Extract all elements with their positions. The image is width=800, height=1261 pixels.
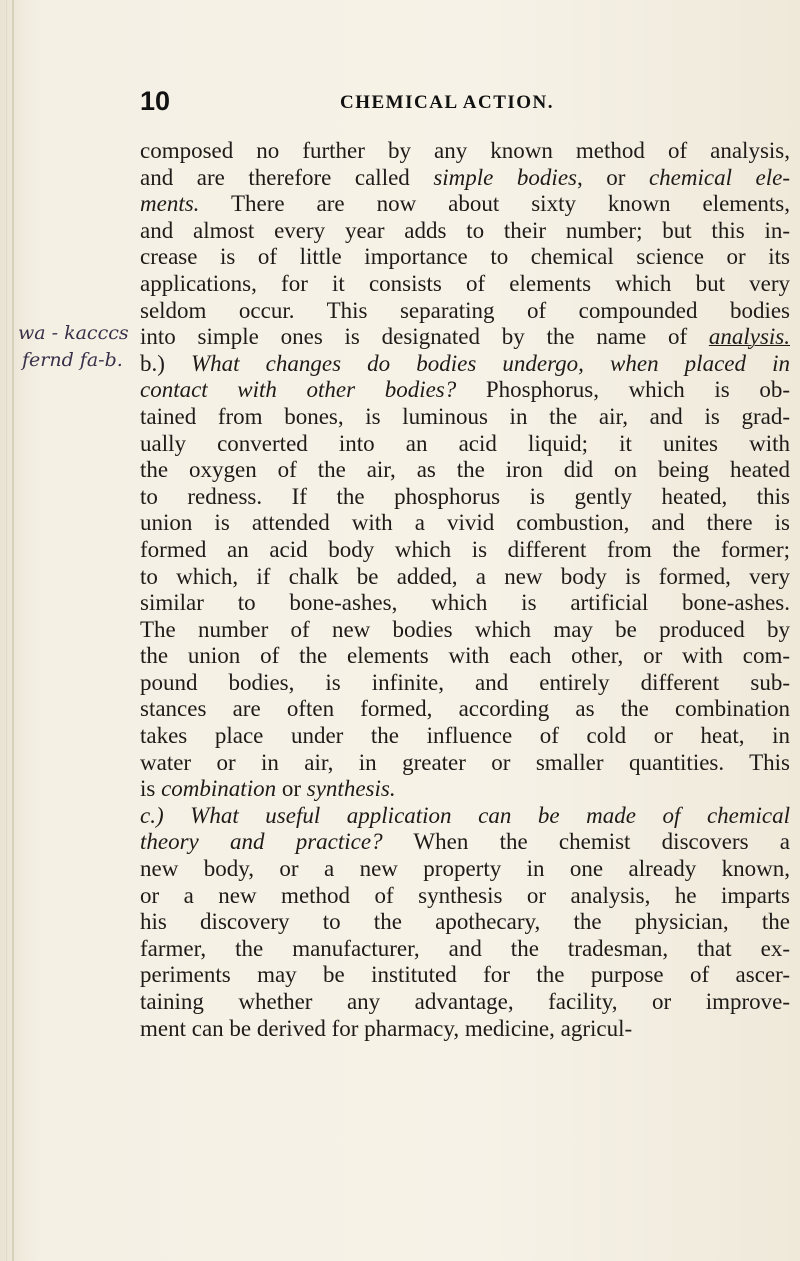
text-run: pound bodies, is infinite, and entirely different sub- bbox=[140, 669, 790, 695]
page-header bbox=[0, 86, 800, 116]
text-line bbox=[140, 510, 790, 537]
text-run: and almost every year adds to their number; but this in- bbox=[140, 217, 790, 243]
text-run: to which, if chalk be added, a new body is formed, very bbox=[140, 563, 790, 589]
text-run: the union of the elements with each other, or with com- bbox=[140, 643, 790, 669]
text-run: b.) bbox=[140, 350, 192, 376]
text-line bbox=[140, 750, 790, 777]
italic-text-run: combination bbox=[161, 776, 277, 802]
handwritten-margin-note: fernd fa-b. bbox=[22, 349, 123, 371]
text-run: farmer, the manufacturer, and the tradesman, that ex- bbox=[140, 935, 790, 961]
text-line bbox=[140, 989, 790, 1016]
text-line bbox=[140, 298, 790, 325]
text-run: seldom occur. This separating of compounded bodies bbox=[140, 297, 790, 323]
text-line bbox=[140, 537, 790, 564]
text-line bbox=[140, 138, 790, 165]
italic-text-run: synthesis. bbox=[306, 776, 396, 802]
text-run: or a new method of synthesis or analysis, he imparts bbox=[140, 882, 790, 908]
italic-text-run: analysis. bbox=[708, 324, 790, 350]
text-line bbox=[140, 723, 790, 750]
text-run: taining whether any advantage, facility, or improve- bbox=[140, 989, 790, 1014]
text-line bbox=[140, 457, 790, 484]
text-line bbox=[140, 1016, 790, 1043]
text-run: applications, for it consists of elements which but very bbox=[140, 270, 790, 296]
text-run: tained from bones, is luminous in the air, and is grad- bbox=[140, 403, 790, 429]
italic-text-run: contact with other bodies? bbox=[140, 377, 457, 403]
text-run: to redness. If the phosphorus is gently heated, this bbox=[140, 483, 790, 509]
text-run: When the chemist discovers a bbox=[382, 829, 790, 855]
text-line bbox=[140, 431, 790, 458]
text-run: takes place under the influence of cold or heat, in bbox=[140, 723, 790, 749]
text-line bbox=[140, 909, 790, 936]
italic-text-run: c.) What useful application can be made of chemical bbox=[140, 802, 790, 828]
text-run: ually converted into an acid liquid; it unites with bbox=[140, 430, 790, 456]
text-line bbox=[140, 776, 790, 803]
body-text bbox=[140, 138, 790, 1042]
text-run: stances are often formed, according as the combination bbox=[140, 696, 790, 722]
italic-text-run: ments. bbox=[140, 191, 200, 217]
handwritten-margin-note: wa - kacccs bbox=[18, 322, 129, 344]
text-line bbox=[140, 883, 790, 910]
text-line bbox=[140, 936, 790, 963]
text-run: Phosphorus, which is ob- bbox=[456, 377, 790, 403]
text-run: into simple ones is designated by the name of bbox=[140, 324, 709, 350]
text-run: composed no further by any known method of analysis, bbox=[140, 138, 790, 163]
text-line bbox=[140, 377, 790, 404]
gutter-line-inner bbox=[6, 0, 7, 1261]
text-run: There are now about sixty known elements, bbox=[199, 191, 790, 217]
text-run: ment can be derived for pharmacy, medicine, agricul- bbox=[140, 1015, 633, 1041]
text-run: new body, or a new property in one already known, bbox=[140, 856, 790, 882]
text-run: or bbox=[276, 776, 307, 802]
text-run: similar to bone-ashes, which is artificial bone-ashes. bbox=[140, 590, 790, 616]
text-run: crease is of little importance to chemical science or its bbox=[140, 244, 790, 270]
text-run: The number of new bodies which may be produced by bbox=[140, 616, 790, 642]
text-line bbox=[140, 590, 790, 617]
text-line bbox=[140, 165, 790, 192]
text-line bbox=[140, 484, 790, 511]
text-run: and are therefore called bbox=[140, 164, 434, 190]
text-line bbox=[140, 803, 790, 830]
text-line bbox=[140, 351, 790, 378]
text-line bbox=[140, 617, 790, 644]
text-line bbox=[140, 324, 790, 351]
running-head: CHEMICAL ACTION. bbox=[340, 92, 555, 113]
text-run: union is attended with a vivid combustion, and there is bbox=[140, 510, 790, 536]
text-line bbox=[140, 271, 790, 298]
gutter-line bbox=[12, 0, 14, 1261]
text-line bbox=[140, 696, 790, 723]
text-run: , or bbox=[576, 164, 649, 190]
text-run: periments may be instituted for the purpose of ascer- bbox=[140, 962, 790, 988]
text-run: is bbox=[140, 776, 162, 802]
text-line bbox=[140, 856, 790, 883]
italic-text-run: simple bodies bbox=[433, 164, 577, 190]
text-run: formed an acid body which is different from the former; bbox=[140, 536, 790, 562]
text-line bbox=[140, 670, 790, 697]
text-line bbox=[140, 404, 790, 431]
text-line bbox=[140, 564, 790, 591]
page-number: 10 bbox=[140, 86, 171, 116]
text-line bbox=[140, 191, 790, 218]
text-line bbox=[140, 244, 790, 271]
italic-text-run: theory and practice? bbox=[140, 829, 383, 855]
text-line bbox=[140, 643, 790, 670]
text-line bbox=[140, 962, 790, 989]
text-run: water or in air, in greater or smaller quantities. This bbox=[140, 749, 790, 775]
text-line bbox=[140, 829, 790, 856]
italic-text-run: chemical ele- bbox=[648, 164, 790, 190]
text-run: the oxygen of the air, as the iron did on being heated bbox=[140, 457, 790, 483]
text-line bbox=[140, 218, 790, 245]
text-run: his discovery to the apothecary, the physician, the bbox=[140, 909, 790, 935]
italic-text-run: What changes do bodies undergo, when placed in bbox=[191, 350, 790, 376]
